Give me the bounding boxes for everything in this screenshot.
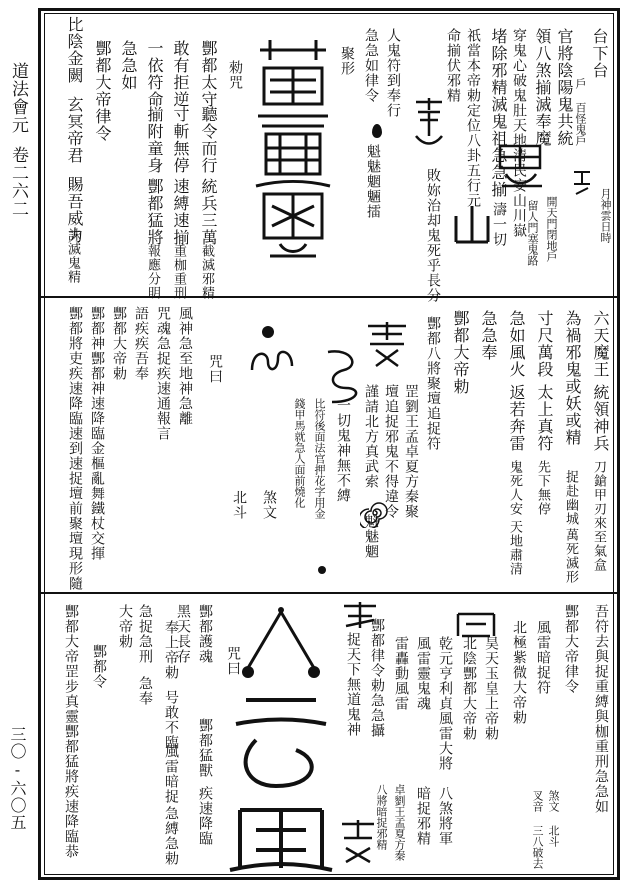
annotation: 魁魅魍魎擂	[365, 144, 381, 219]
text-column: 誅滅鬼精	[65, 228, 80, 284]
talisman-glyph	[412, 96, 446, 150]
section-heading: 勑咒	[227, 60, 243, 90]
text-column: 統領神兵	[591, 384, 610, 452]
ink-dot	[262, 326, 274, 338]
text-column: 刀鎗甲刃	[591, 460, 606, 516]
text-column: 捉赴幽城	[563, 470, 578, 526]
text-column: 報應分明	[145, 244, 160, 300]
text-column: 寸斬無停	[171, 106, 190, 174]
text-column: 鬼死人安	[507, 460, 522, 516]
annotation: 留人門塞鬼路	[526, 200, 539, 266]
text-column: 錢甲馬就急人面前燒化	[293, 398, 306, 508]
volume-label: 卷二六二	[8, 146, 28, 218]
text-column: 穿鬼心破鬼肚天地清民安山川嶽	[511, 28, 527, 238]
text-column: 急如風火	[507, 310, 526, 378]
text-column: 萬死滅形	[563, 528, 578, 584]
text-column: 酆都大帝律令	[93, 40, 112, 142]
section-heading: 咒曰	[225, 646, 241, 676]
text-column: 酆都神酆都神速降臨金樞亂舞鐵杖交揮	[89, 306, 105, 561]
text-column: 北斗	[231, 490, 247, 520]
spiral-glyph	[248, 346, 296, 376]
book-title: 道法會元	[8, 62, 28, 134]
text-column: 酆都令	[91, 644, 107, 689]
text-column: 黑天長存	[175, 604, 191, 664]
text-column: 北陰酆都大帝勅	[461, 636, 477, 741]
annotation: 敗妳治却鬼死乎長分	[425, 168, 441, 303]
talisman-seal	[250, 30, 336, 270]
text-column: 速縛速揃	[171, 178, 190, 246]
text-column: 敢有拒逆	[171, 40, 190, 108]
text-column: 疾速降臨	[197, 786, 213, 846]
text-column: 寸尺萬段	[535, 310, 554, 378]
annotation: 戶 百怪鬼戶	[574, 78, 587, 146]
section-heading: 咒曰	[207, 354, 223, 384]
text-column: 酆都大帝勅	[451, 310, 470, 395]
ink-dot	[372, 124, 382, 138]
text-column: 揃附童身	[145, 106, 164, 174]
text-column: 壇追捉邪鬼不得違令	[383, 384, 399, 519]
text-column: 統兵三萬	[199, 178, 218, 246]
text-column: 來至氣盒	[591, 516, 606, 572]
text-column: 太上真符	[535, 384, 554, 452]
text-column: 煞文	[261, 490, 277, 520]
text-column: 酆都大帝罡步真靈酆都猛將疾速降臨恭	[63, 604, 79, 859]
text-column: 六天魔王	[591, 310, 610, 378]
text-column: 祇當本帝勅定位八卦五行元	[465, 28, 481, 208]
annotation: 開天門閉地戶	[545, 196, 558, 262]
text-column: 聚形	[339, 46, 355, 76]
annotation: 八將暗捉邪精	[375, 784, 388, 850]
talisman-glyph	[338, 818, 378, 868]
text-column: 先下無停	[535, 460, 550, 516]
text-column: 吾符去與捉重縛與枷重刑急急如	[593, 604, 609, 814]
text-column: 酆都猛將	[145, 178, 164, 246]
text-column: 号敢不臨	[163, 690, 179, 750]
text-column: 乾元亨利貞風雷大將	[437, 636, 453, 771]
text-column: 賜吾威力	[65, 176, 84, 244]
ink-dot	[318, 566, 326, 574]
section-divider-2	[40, 592, 618, 594]
text-column: 比陰金闕	[65, 16, 84, 84]
text-column: 雷轟動風雷	[393, 636, 409, 711]
text-column: 捉天下無道鬼神	[345, 632, 361, 737]
text-column: 風雷暗捉符	[535, 620, 551, 695]
text-column: 急奉	[137, 676, 153, 706]
talisman-glyph	[454, 610, 498, 640]
text-column: 聽令而行	[199, 106, 218, 174]
page-number: 三〇-六〇五	[8, 726, 27, 831]
text-column: 台下台	[590, 28, 609, 79]
annotation: 月神雲日時	[599, 188, 612, 243]
text-column: 酆都護魂	[197, 604, 213, 664]
text-column: 魁魅魍	[363, 514, 379, 559]
talisman-seal	[226, 690, 336, 876]
talisman-glyph	[492, 140, 548, 192]
text-column: 暗捉邪精	[415, 786, 431, 846]
spiral-glyph	[322, 346, 366, 406]
annotation: 叉音 三八破去	[531, 790, 544, 869]
text-column: 酆都太守	[199, 40, 218, 108]
text-column: 命揃伏邪精	[445, 28, 461, 103]
text-column: 人鬼符到奉行	[385, 28, 401, 118]
text-column: 玄冥帝君	[65, 96, 84, 164]
text-column: 急捉急刑	[137, 604, 153, 664]
annotation: 煞文 北斗	[547, 790, 560, 847]
section-divider-1	[40, 296, 618, 298]
text-column: 急縛急勅	[163, 806, 179, 866]
text-column: 酆都八將聚壇追捉符	[425, 316, 441, 451]
text-column: 急急奉	[479, 310, 498, 361]
text-column: 堵除邪精滅鬼祖急急揃	[489, 28, 508, 198]
text-column: 大帝勅	[117, 604, 133, 649]
annotation: 卓劉王孟夏方秦	[393, 784, 406, 861]
text-column: 比符後面法官押花字用金	[313, 398, 326, 519]
text-column: 返若奔雷	[507, 384, 526, 452]
text-column: 一依符命	[145, 40, 164, 108]
talisman-glyph	[362, 320, 412, 370]
annotation: 濤一切	[491, 202, 507, 247]
text-column: 酆都將吏疾速降臨速到速捉壇前聚壇現形隨	[67, 306, 83, 591]
text-column: 風雷靈鬼魂	[415, 636, 431, 711]
text-column: 急急如	[119, 40, 138, 91]
talisman-mark	[236, 606, 326, 682]
text-column: 一切鬼神無不縛	[335, 398, 351, 503]
text-column: 語疾疾吾奉	[133, 306, 149, 381]
text-column: 風神急至地神急離	[177, 306, 193, 426]
text-column: 官將陰陽鬼共統	[555, 28, 574, 147]
text-column: 酆都猛獸	[197, 718, 213, 778]
text-column: 為禍邪鬼或妖或精	[563, 310, 582, 446]
spiral-symbol	[360, 498, 390, 528]
talisman-glyph	[570, 168, 594, 198]
text-column: 酆都大帝律令	[563, 604, 579, 694]
text-column: 天地肅清	[507, 520, 522, 576]
text-column: 罡劉王孟卓夏方秦聚	[403, 384, 419, 519]
text-column: 風雷暗捉	[163, 744, 179, 804]
text-column: 咒魂急捉疾速通報言	[155, 306, 171, 441]
text-column: 謹請北方真武索	[363, 384, 379, 489]
text-column: 酆都大帝勅	[111, 306, 127, 381]
text-column: 昊天玉皇上帝勅	[483, 636, 499, 741]
text-column: 急急如律令	[363, 28, 379, 103]
text-column: 北極紫微大帝勅	[511, 620, 527, 725]
talisman-glyph	[340, 600, 380, 630]
text-column: 重枷重刑	[171, 244, 186, 300]
mountain-glyph	[452, 202, 492, 248]
text-column: 奉上帝勅	[163, 620, 179, 680]
text-column: 酆都律令勅急急攝	[369, 618, 385, 738]
text-column: 截滅邪精	[199, 244, 214, 300]
text-column: 八煞將軍	[437, 786, 453, 846]
text-column: 領八煞揃滅奉魔	[533, 28, 552, 147]
